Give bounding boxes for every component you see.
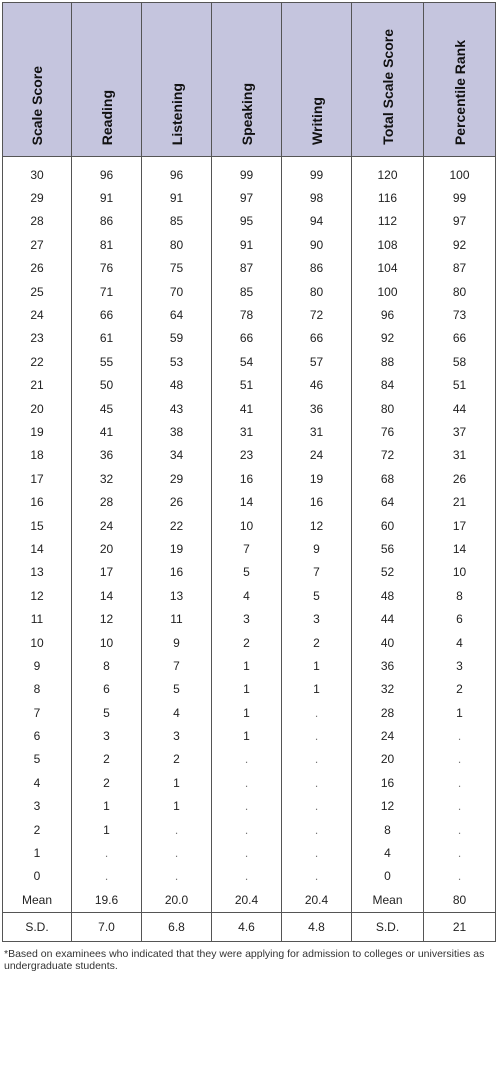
cell-listening: 85 <box>142 210 212 233</box>
cell-speaking: . <box>212 865 282 888</box>
cell-percentile-rank: 100 <box>424 157 496 187</box>
table-row <box>3 701 496 724</box>
cell-total-scale-score: 72 <box>352 444 424 467</box>
cell-percentile-rank: 44 <box>424 397 496 420</box>
cell-total-scale-score: 80 <box>352 397 424 420</box>
cell-speaking: . <box>212 841 282 864</box>
cell-percentile-rank: 73 <box>424 303 496 326</box>
cell-listening: 13 <box>142 584 212 607</box>
cell-speaking: 1 <box>212 701 282 724</box>
cell-writing: 16 <box>282 490 352 513</box>
cell-listening: 26 <box>142 490 212 513</box>
cell-scale-score: 7 <box>3 701 72 724</box>
cell-reading: 20 <box>72 537 142 560</box>
cell-total-scale-score: 24 <box>352 724 424 747</box>
cell-total-scale-score: 52 <box>352 561 424 584</box>
cell-scale-score: 16 <box>3 490 72 513</box>
cell-scale-score: 2 <box>3 818 72 841</box>
cell-total-scale-score: 12 <box>352 795 424 818</box>
cell-listening: 5 <box>142 678 212 701</box>
cell-reading: 91 <box>72 186 142 209</box>
cell-total-scale-score: 112 <box>352 210 424 233</box>
cell-scale-score: 10 <box>3 631 72 654</box>
cell-reading: 50 <box>72 374 142 397</box>
table-row <box>3 327 496 350</box>
cell-writing: 57 <box>282 350 352 373</box>
table-row <box>3 724 496 747</box>
cell-scale-score: 30 <box>3 157 72 187</box>
header-writing: Writing <box>282 3 352 157</box>
score-table <box>2 2 496 942</box>
cell-writing: . <box>282 818 352 841</box>
cell-listening: 91 <box>142 186 212 209</box>
cell-scale-score: 14 <box>3 537 72 560</box>
cell-total-scale-score: Mean <box>352 888 424 913</box>
cell-scale-score: 3 <box>3 795 72 818</box>
cell-scale-score: 21 <box>3 374 72 397</box>
table-row <box>3 210 496 233</box>
cell-percentile-rank: 4 <box>424 631 496 654</box>
cell-scale-score: 29 <box>3 186 72 209</box>
cell-percentile-rank: 80 <box>424 280 496 303</box>
cell-percentile-rank: 92 <box>424 233 496 256</box>
cell-total-scale-score: 20 <box>352 748 424 771</box>
cell-scale-score: 5 <box>3 748 72 771</box>
cell-listening: 3 <box>142 724 212 747</box>
cell-speaking: 2 <box>212 631 282 654</box>
cell-total-scale-score: 56 <box>352 537 424 560</box>
cell-percentile-rank: 10 <box>424 561 496 584</box>
cell-listening: 11 <box>142 607 212 630</box>
cell-percentile-rank: 21 <box>424 490 496 513</box>
footnote: *Based on examinees who indicated that they were applying for admission to colleges or universities as undergraduate students. <box>4 948 485 973</box>
cell-writing: 99 <box>282 157 352 187</box>
cell-writing: . <box>282 701 352 724</box>
cell-reading: 17 <box>72 561 142 584</box>
cell-writing: 1 <box>282 654 352 677</box>
table-body <box>3 157 496 942</box>
cell-listening: 38 <box>142 420 212 443</box>
cell-reading: 55 <box>72 350 142 373</box>
header-speaking: Speaking <box>212 3 282 157</box>
cell-speaking: 31 <box>212 420 282 443</box>
cell-scale-score: 12 <box>3 584 72 607</box>
cell-reading: 1 <box>72 818 142 841</box>
sd-row <box>3 913 496 942</box>
cell-listening: 6.8 <box>142 913 212 942</box>
cell-listening: . <box>142 818 212 841</box>
cell-listening: 22 <box>142 514 212 537</box>
cell-scale-score: 19 <box>3 420 72 443</box>
cell-listening: 96 <box>142 157 212 187</box>
cell-speaking: 87 <box>212 257 282 280</box>
cell-percentile-rank: 66 <box>424 327 496 350</box>
cell-scale-score: 1 <box>3 841 72 864</box>
cell-scale-score: 4 <box>3 771 72 794</box>
cell-writing: 19 <box>282 467 352 490</box>
cell-total-scale-score: 48 <box>352 584 424 607</box>
cell-total-scale-score: 88 <box>352 350 424 373</box>
cell-reading: 19.6 <box>72 888 142 913</box>
cell-total-scale-score: 96 <box>352 303 424 326</box>
cell-listening: 75 <box>142 257 212 280</box>
cell-writing: 3 <box>282 607 352 630</box>
cell-total-scale-score: 104 <box>352 257 424 280</box>
cell-speaking: 4.6 <box>212 913 282 942</box>
cell-percentile-rank: . <box>424 818 496 841</box>
cell-reading: 14 <box>72 584 142 607</box>
cell-listening: 1 <box>142 771 212 794</box>
cell-speaking: 14 <box>212 490 282 513</box>
table-row <box>3 654 496 677</box>
cell-scale-score: 24 <box>3 303 72 326</box>
cell-writing: . <box>282 724 352 747</box>
cell-writing: 24 <box>282 444 352 467</box>
header-reading: Reading <box>72 3 142 157</box>
cell-speaking: 1 <box>212 678 282 701</box>
cell-reading: 61 <box>72 327 142 350</box>
cell-writing: . <box>282 795 352 818</box>
table-row <box>3 537 496 560</box>
cell-writing: 98 <box>282 186 352 209</box>
cell-writing: 90 <box>282 233 352 256</box>
cell-percentile-rank: . <box>424 865 496 888</box>
cell-listening: 19 <box>142 537 212 560</box>
cell-total-scale-score: S.D. <box>352 913 424 942</box>
cell-writing: 12 <box>282 514 352 537</box>
cell-percentile-rank: 6 <box>424 607 496 630</box>
cell-reading: 45 <box>72 397 142 420</box>
cell-listening: 29 <box>142 467 212 490</box>
table-row <box>3 186 496 209</box>
cell-percentile-rank: 3 <box>424 654 496 677</box>
table-row <box>3 795 496 818</box>
cell-reading: 8 <box>72 654 142 677</box>
cell-total-scale-score: 4 <box>352 841 424 864</box>
cell-writing: 7 <box>282 561 352 584</box>
cell-writing: 20.4 <box>282 888 352 913</box>
cell-listening: 4 <box>142 701 212 724</box>
cell-percentile-rank: 14 <box>424 537 496 560</box>
cell-speaking: 1 <box>212 724 282 747</box>
cell-writing: . <box>282 865 352 888</box>
table-row <box>3 350 496 373</box>
cell-listening: 7 <box>142 654 212 677</box>
cell-percentile-rank: . <box>424 795 496 818</box>
cell-writing: 31 <box>282 420 352 443</box>
cell-total-scale-score: 8 <box>352 818 424 841</box>
cell-scale-score: 11 <box>3 607 72 630</box>
header-scale-score: Scale Score <box>3 3 72 157</box>
cell-writing: 2 <box>282 631 352 654</box>
cell-reading: 7.0 <box>72 913 142 942</box>
table-row <box>3 841 496 864</box>
cell-total-scale-score: 92 <box>352 327 424 350</box>
cell-percentile-rank: . <box>424 771 496 794</box>
cell-reading: 2 <box>72 771 142 794</box>
cell-listening: 34 <box>142 444 212 467</box>
cell-scale-score: 17 <box>3 467 72 490</box>
cell-total-scale-score: 28 <box>352 701 424 724</box>
cell-total-scale-score: 120 <box>352 157 424 187</box>
cell-scale-score: 15 <box>3 514 72 537</box>
cell-listening: 9 <box>142 631 212 654</box>
score-table-container <box>2 2 495 972</box>
cell-reading: . <box>72 865 142 888</box>
cell-percentile-rank: . <box>424 724 496 747</box>
table-row <box>3 584 496 607</box>
cell-reading: 81 <box>72 233 142 256</box>
cell-total-scale-score: 32 <box>352 678 424 701</box>
cell-reading: . <box>72 841 142 864</box>
cell-percentile-rank: 51 <box>424 374 496 397</box>
cell-reading: 66 <box>72 303 142 326</box>
table-row <box>3 444 496 467</box>
cell-scale-score: 9 <box>3 654 72 677</box>
cell-listening: 59 <box>142 327 212 350</box>
cell-speaking: . <box>212 795 282 818</box>
cell-total-scale-score: 84 <box>352 374 424 397</box>
cell-listening: 1 <box>142 795 212 818</box>
cell-reading: 41 <box>72 420 142 443</box>
cell-speaking: 3 <box>212 607 282 630</box>
cell-scale-score: 8 <box>3 678 72 701</box>
table-row <box>3 397 496 420</box>
cell-reading: 2 <box>72 748 142 771</box>
cell-percentile-rank: 87 <box>424 257 496 280</box>
cell-listening: 16 <box>142 561 212 584</box>
table-row <box>3 631 496 654</box>
cell-reading: 10 <box>72 631 142 654</box>
cell-speaking: 41 <box>212 397 282 420</box>
cell-percentile-rank: 26 <box>424 467 496 490</box>
cell-percentile-rank: 2 <box>424 678 496 701</box>
cell-speaking: 4 <box>212 584 282 607</box>
table-row <box>3 374 496 397</box>
cell-scale-score: 20 <box>3 397 72 420</box>
mean-row <box>3 888 496 913</box>
cell-total-scale-score: 76 <box>352 420 424 443</box>
cell-total-scale-score: 40 <box>352 631 424 654</box>
cell-reading: 28 <box>72 490 142 513</box>
cell-speaking: 91 <box>212 233 282 256</box>
cell-percentile-rank: 1 <box>424 701 496 724</box>
cell-writing: . <box>282 841 352 864</box>
cell-reading: 1 <box>72 795 142 818</box>
cell-writing: 86 <box>282 257 352 280</box>
cell-total-scale-score: 44 <box>352 607 424 630</box>
cell-listening: 64 <box>142 303 212 326</box>
cell-listening: 80 <box>142 233 212 256</box>
cell-speaking: 51 <box>212 374 282 397</box>
cell-speaking: 5 <box>212 561 282 584</box>
cell-total-scale-score: 68 <box>352 467 424 490</box>
cell-percentile-rank: 37 <box>424 420 496 443</box>
header-row <box>3 3 496 157</box>
cell-speaking: 10 <box>212 514 282 537</box>
cell-speaking: 66 <box>212 327 282 350</box>
cell-listening: 48 <box>142 374 212 397</box>
cell-speaking: 7 <box>212 537 282 560</box>
cell-reading: 12 <box>72 607 142 630</box>
cell-speaking: . <box>212 818 282 841</box>
table-row <box>3 280 496 303</box>
table-row <box>3 818 496 841</box>
cell-total-scale-score: 0 <box>352 865 424 888</box>
cell-percentile-rank: 80 <box>424 888 496 913</box>
header-listening: Listening <box>142 3 212 157</box>
cell-speaking: 99 <box>212 157 282 187</box>
table-row <box>3 748 496 771</box>
cell-reading: 96 <box>72 157 142 187</box>
cell-total-scale-score: 100 <box>352 280 424 303</box>
table-row <box>3 607 496 630</box>
cell-writing: 66 <box>282 327 352 350</box>
cell-speaking: 16 <box>212 467 282 490</box>
cell-writing: 72 <box>282 303 352 326</box>
cell-percentile-rank: 58 <box>424 350 496 373</box>
cell-percentile-rank: . <box>424 841 496 864</box>
cell-scale-score: 26 <box>3 257 72 280</box>
cell-total-scale-score: 36 <box>352 654 424 677</box>
cell-writing: 9 <box>282 537 352 560</box>
cell-speaking: 97 <box>212 186 282 209</box>
cell-scale-score: S.D. <box>3 913 72 942</box>
table-row <box>3 490 496 513</box>
cell-listening: . <box>142 841 212 864</box>
cell-total-scale-score: 108 <box>352 233 424 256</box>
cell-reading: 32 <box>72 467 142 490</box>
header-total-scale-score: Total Scale Score <box>352 3 424 157</box>
cell-scale-score: 22 <box>3 350 72 373</box>
cell-scale-score: 0 <box>3 865 72 888</box>
cell-scale-score: 6 <box>3 724 72 747</box>
header-percentile-rank: Percentile Rank <box>424 3 496 157</box>
cell-listening: 20.0 <box>142 888 212 913</box>
table-row <box>3 865 496 888</box>
cell-scale-score: 18 <box>3 444 72 467</box>
cell-writing: . <box>282 748 352 771</box>
cell-speaking: . <box>212 748 282 771</box>
cell-listening: 53 <box>142 350 212 373</box>
cell-reading: 86 <box>72 210 142 233</box>
table-row <box>3 561 496 584</box>
table-row <box>3 514 496 537</box>
table-row <box>3 678 496 701</box>
cell-reading: 36 <box>72 444 142 467</box>
cell-total-scale-score: 64 <box>352 490 424 513</box>
cell-speaking: . <box>212 771 282 794</box>
cell-speaking: 95 <box>212 210 282 233</box>
cell-reading: 6 <box>72 678 142 701</box>
cell-speaking: 20.4 <box>212 888 282 913</box>
cell-writing: 5 <box>282 584 352 607</box>
table-row <box>3 467 496 490</box>
cell-percentile-rank: 97 <box>424 210 496 233</box>
table-row <box>3 157 496 187</box>
cell-speaking: 78 <box>212 303 282 326</box>
table-row <box>3 257 496 280</box>
cell-speaking: 23 <box>212 444 282 467</box>
cell-total-scale-score: 116 <box>352 186 424 209</box>
table-row <box>3 771 496 794</box>
cell-scale-score: 13 <box>3 561 72 584</box>
cell-scale-score: 28 <box>3 210 72 233</box>
cell-percentile-rank: 31 <box>424 444 496 467</box>
cell-scale-score: 25 <box>3 280 72 303</box>
cell-percentile-rank: 21 <box>424 913 496 942</box>
cell-writing: . <box>282 771 352 794</box>
cell-total-scale-score: 16 <box>352 771 424 794</box>
cell-scale-score: 27 <box>3 233 72 256</box>
cell-scale-score: Mean <box>3 888 72 913</box>
cell-percentile-rank: 99 <box>424 186 496 209</box>
cell-reading: 3 <box>72 724 142 747</box>
cell-reading: 76 <box>72 257 142 280</box>
cell-total-scale-score: 60 <box>352 514 424 537</box>
cell-listening: 70 <box>142 280 212 303</box>
cell-reading: 5 <box>72 701 142 724</box>
cell-reading: 71 <box>72 280 142 303</box>
cell-percentile-rank: 8 <box>424 584 496 607</box>
cell-listening: 43 <box>142 397 212 420</box>
table-row <box>3 233 496 256</box>
cell-listening: 2 <box>142 748 212 771</box>
cell-writing: 80 <box>282 280 352 303</box>
cell-writing: 36 <box>282 397 352 420</box>
cell-writing: 46 <box>282 374 352 397</box>
table-row <box>3 303 496 326</box>
cell-writing: 4.8 <box>282 913 352 942</box>
cell-speaking: 1 <box>212 654 282 677</box>
cell-percentile-rank: . <box>424 748 496 771</box>
cell-writing: 94 <box>282 210 352 233</box>
cell-reading: 24 <box>72 514 142 537</box>
cell-speaking: 85 <box>212 280 282 303</box>
cell-speaking: 54 <box>212 350 282 373</box>
cell-scale-score: 23 <box>3 327 72 350</box>
cell-listening: . <box>142 865 212 888</box>
cell-writing: 1 <box>282 678 352 701</box>
table-row <box>3 420 496 443</box>
cell-percentile-rank: 17 <box>424 514 496 537</box>
